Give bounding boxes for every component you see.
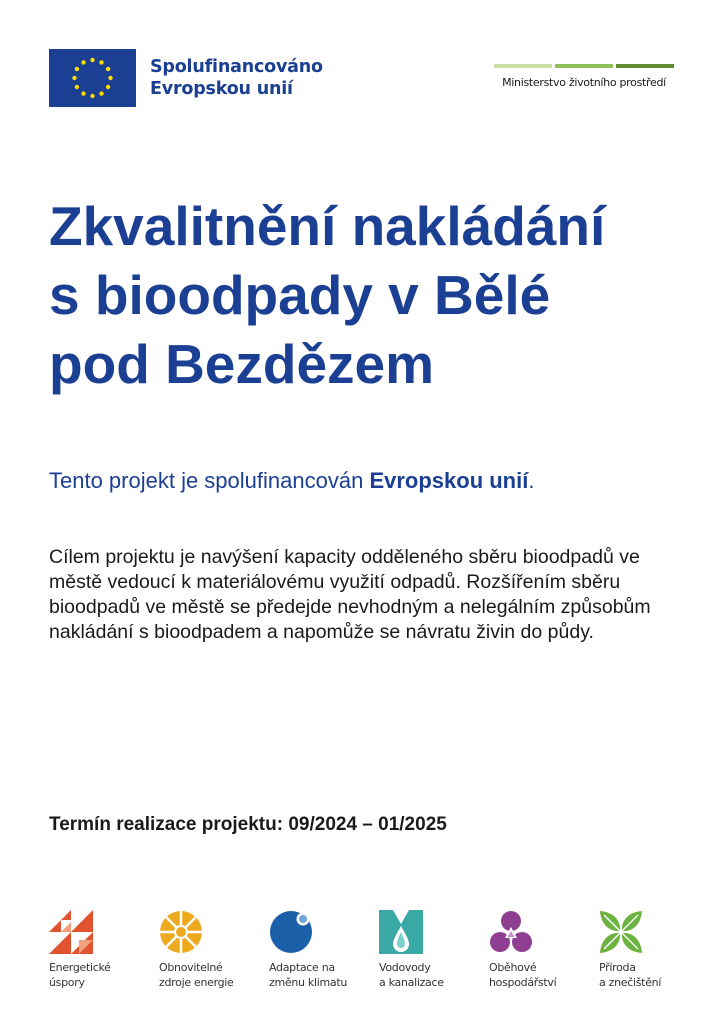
- icon-label: [379, 960, 489, 990]
- eu-flag-icon: [49, 49, 136, 107]
- icon-label-line2: hospodářství: [489, 976, 557, 989]
- icon-label-line2: zdroje energie: [159, 976, 234, 989]
- renewable-energy-icon: [159, 910, 203, 954]
- nature-pollution-icon: [599, 910, 643, 954]
- ministry-bar-light: [494, 64, 552, 68]
- ministry-color-bars: [494, 64, 674, 68]
- icon-label: [489, 960, 599, 990]
- icon-label: [49, 960, 159, 990]
- icon-item-circular-economy: [489, 910, 599, 990]
- lead-prefix: Tento projekt je spolufinancován: [49, 468, 370, 493]
- icon-label-line1: Příroda: [599, 961, 636, 974]
- water-sewage-icon: [379, 910, 423, 954]
- energy-savings-icon: [49, 910, 93, 954]
- lead-emphasis: Evropskou unií: [369, 468, 529, 493]
- project-description: Cílem projektu je navýšení kapacity odděleného sběru bioodpadů ve městě vedoucí k materiálovému využití odpadů. Rozšířením sběru bioodpadů ve městě se předejde nevhodným a nelegálním způsobům nakládání s bioodpadem a napomůže se návratu živin do půdy.: [49, 546, 651, 643]
- icon-label: [599, 960, 709, 990]
- eu-cofinancing-text: [150, 56, 323, 100]
- icon-label: [269, 960, 379, 990]
- eu-cofinancing-logo: [49, 49, 323, 107]
- ministry-bar-mid: [555, 64, 613, 68]
- program-icons-row: [49, 910, 709, 990]
- eu-text-line1: Spolufinancováno: [150, 57, 323, 77]
- icon-label-line2: změnu klimatu: [269, 976, 348, 989]
- page-title: [49, 192, 689, 399]
- eu-text-line2: Evropskou unií: [150, 79, 293, 99]
- icon-label-line1: Oběhové: [489, 961, 537, 974]
- ministry-name: Ministerstvo životního prostředí: [502, 76, 666, 89]
- icon-label-line1: Obnovitelné: [159, 961, 223, 974]
- icon-label-line1: Energetické: [49, 961, 111, 974]
- icon-label-line2: úspory: [49, 976, 85, 989]
- icon-item-renewable-energy: [159, 910, 269, 990]
- lead-suffix: .: [528, 468, 535, 493]
- icon-label-line1: Vodovody: [379, 961, 431, 974]
- title-line-3: pod Bezdězem: [49, 333, 435, 395]
- ministry-bar-dark: [616, 64, 674, 68]
- climate-adaptation-icon: [269, 910, 313, 954]
- icon-label-line2: a znečištění: [599, 976, 662, 989]
- icon-item-climate-adaptation: [269, 910, 379, 990]
- icon-item-nature-pollution: [599, 910, 709, 990]
- title-line-1: Zkvalitnění nakládání: [49, 195, 606, 257]
- icon-item-energy-savings: [49, 910, 159, 990]
- icon-label-line1: Adaptace na: [269, 961, 335, 974]
- title-line-2: s bioodpady v Bělé: [49, 264, 551, 326]
- cofinancing-statement: [49, 468, 534, 494]
- ministry-logo: [494, 64, 674, 89]
- icon-label-line2: a kanalizace: [379, 976, 444, 989]
- icon-label: [159, 960, 269, 990]
- icon-item-water-sewage: [379, 910, 489, 990]
- realization-term: Termín realizace projektu: 09/2024 – 01/2025: [49, 814, 447, 835]
- circular-economy-icon: [489, 910, 533, 954]
